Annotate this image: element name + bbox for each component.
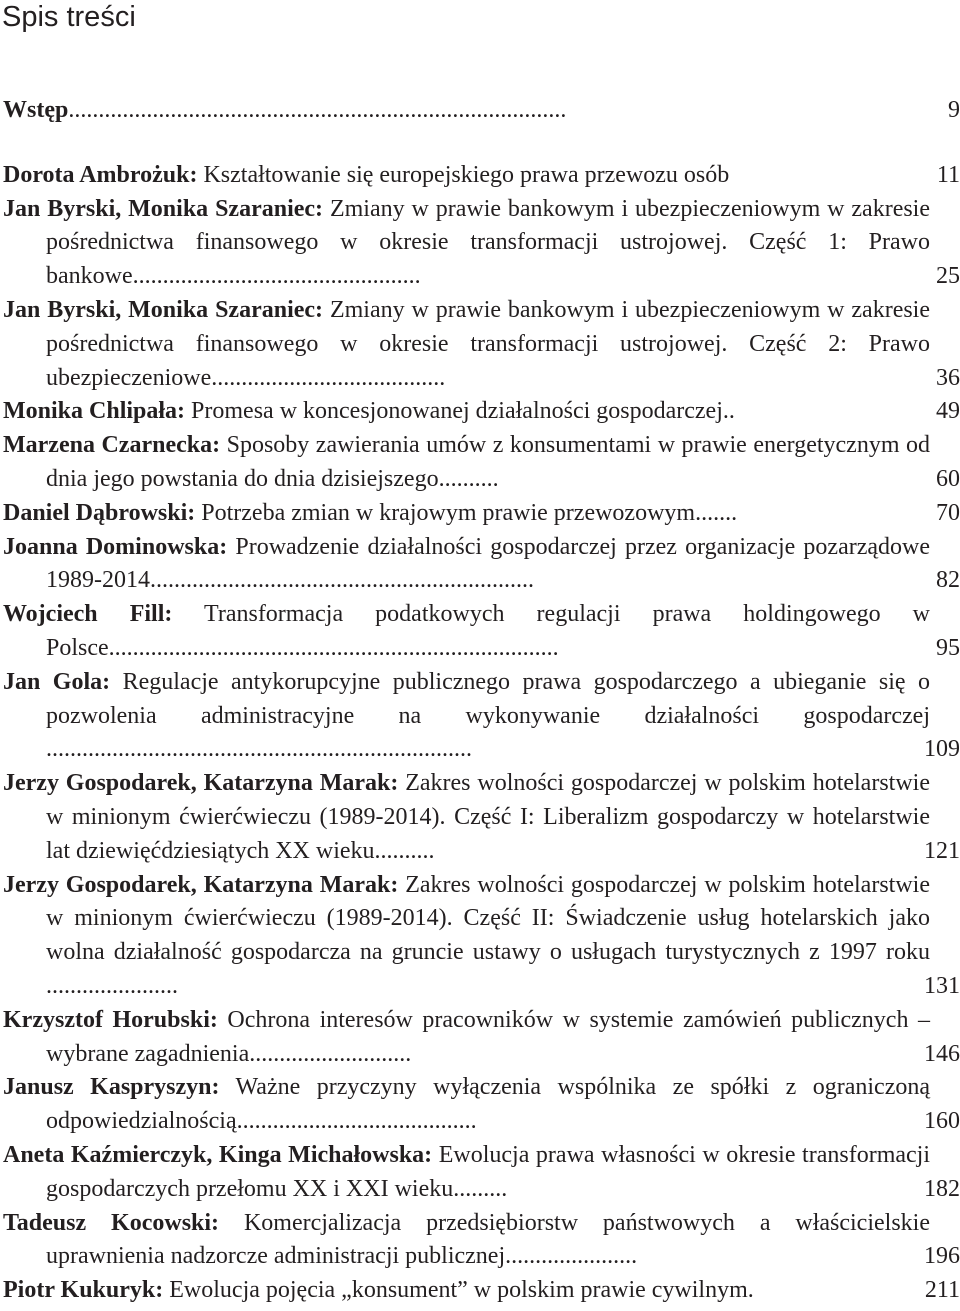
toc-entry-text — [3, 767, 930, 868]
toc-entry[interactable] — [3, 429, 960, 497]
page-title: Spis treści — [2, 1, 136, 33]
page-number: 9 — [948, 97, 960, 123]
entry-author: Tadeusz Kocowski: — [3, 1209, 220, 1236]
dot-leader: ........................... — [249, 1040, 412, 1067]
toc-entry[interactable] — [3, 767, 960, 868]
toc-entry[interactable] — [3, 159, 960, 193]
dot-leader: ...................... — [46, 972, 178, 999]
toc-entry[interactable] — [3, 193, 960, 294]
page-number: 109 — [924, 736, 960, 763]
dot-leader: ....................................... — [211, 364, 446, 391]
toc-entry-text — [3, 1207, 930, 1275]
dot-leader: ......... — [453, 1175, 508, 1202]
toc-entry-text — [3, 869, 930, 1004]
entry-title: Ochrona interesów pracowników w systemie zamówień publicznych – wybrane zagadnienia — [46, 1006, 930, 1067]
toc-entry[interactable] — [3, 1207, 960, 1275]
entry-title: Ważne przyczyny wyłączenia wspólnika ze spółki z ograniczoną odpowiedzialnością — [46, 1074, 931, 1135]
toc-entry-text — [3, 497, 930, 531]
entry-author: Piotr Kukuryk: — [3, 1277, 164, 1304]
page-number: 25 — [936, 263, 960, 290]
table-of-contents — [3, 94, 960, 1308]
toc-entry-title-bold: Wstęp — [3, 97, 69, 123]
toc-entry-text — [3, 429, 930, 497]
toc-entry[interactable] — [3, 869, 960, 1004]
toc-entry-text — [3, 1071, 930, 1139]
dot-leader: ....... — [695, 499, 738, 526]
entry-title: Zmiany w prawie bankowym i ubezpieczeniowym w zakresie pośrednictwa finansowego w okresie transformacji ustrojowej. Część 2: Prawo ubezpieczeniowe — [46, 296, 931, 391]
dot-leader: ................................................................ — [150, 567, 534, 594]
toc-entry-text — [3, 1004, 930, 1072]
dot-leader: ........................................ — [236, 1108, 477, 1135]
dot-leader: ........................................................................... — [108, 634, 559, 661]
toc-entry-text — [3, 598, 930, 666]
toc-entry-text — [3, 1274, 930, 1308]
page-number: 211 — [924, 1277, 960, 1304]
toc-entry-text — [3, 159, 930, 193]
entry-author: Jerzy Gospodarek, Katarzyna Marak: — [3, 871, 399, 898]
dot-leader: ....................................................................... — [46, 736, 472, 763]
page-number: 11 — [936, 161, 960, 188]
entry-author: Janusz Kaspryszyn: — [3, 1074, 220, 1101]
entry-title: Transformacja podatkowych regulacji prawa holdingowego w Polsce — [46, 601, 931, 661]
entry-title: Komercjalizacja przedsiębiorstw państwowych a właścicielskie uprawnienia nadzorcze administracji publicznej — [46, 1209, 930, 1270]
toc-entry-text — [3, 1139, 930, 1207]
toc-entry[interactable] — [3, 1274, 960, 1308]
entry-title: Ewolucja prawa własności w okresie transformacji gospodarczych przełomu XX i XXI wieku — [46, 1141, 931, 1202]
entry-title: Ewolucja pojęcia „konsument” w polskim prawie cywilnym. — [163, 1277, 754, 1304]
toc-entry[interactable] — [3, 294, 960, 395]
page-number: 160 — [924, 1108, 960, 1135]
dot-leader: ................................................ — [132, 263, 421, 290]
toc-entry-text — [3, 294, 930, 395]
toc-entry[interactable] — [3, 666, 960, 767]
toc-entry[interactable] — [3, 395, 960, 429]
dot-leader: .. — [722, 398, 735, 425]
entry-title: Zakres wolności gospodarczej w polskim hotelarstwie w minionym ćwierćwieczu (1989-2014). Część I: Liberalizm gospodarczy w hotelarstwie lat dziewięćdziesiątych XX wieku — [46, 770, 930, 864]
page-number: 131 — [924, 972, 960, 999]
entry-author: Jerzy Gospodarek, Katarzyna Marak: — [3, 770, 399, 797]
page-number: 182 — [924, 1175, 960, 1202]
entry-author: Wojciech Fill: — [3, 601, 173, 628]
entry-title: Kształtowanie się europejskiego prawa przewozu osób — [197, 161, 730, 188]
page-number: 60 — [936, 465, 960, 492]
entry-author: Marzena Czarnecka: — [3, 432, 221, 459]
toc-entry-text — [3, 94, 930, 128]
toc-entry-text — [3, 531, 930, 599]
page-number: 146 — [924, 1040, 960, 1067]
toc-entry[interactable] — [3, 598, 960, 666]
page-number: 82 — [936, 567, 960, 594]
entry-author: Jan Byrski, Monika Szaraniec: — [3, 296, 324, 323]
toc-entry[interactable] — [3, 1004, 960, 1072]
page-number: 49 — [936, 398, 960, 425]
toc-entry[interactable] — [3, 497, 960, 531]
entry-title: Potrzeba zmian w krajowym prawie przewozowym — [195, 499, 696, 526]
page-number: 196 — [924, 1243, 960, 1270]
entry-author: Monika Chlipała: — [3, 398, 186, 425]
entry-author: Daniel Dąbrowski: — [3, 499, 196, 526]
toc-entry[interactable] — [3, 1139, 960, 1207]
dot-leader: ...................... — [505, 1243, 638, 1270]
entry-title: Zmiany w prawie bankowym i ubezpieczeniowym w zakresie pośrednictwa finansowego w okresie transformacji ustrojowej. Część 1: Prawo bankowe — [46, 195, 931, 290]
entry-title: Prowadzenie działalności gospodarczej przez organizacje pozarządowe 1989-2014 — [46, 533, 930, 594]
page-number: 36 — [936, 364, 960, 391]
entry-author: Dorota Ambrożuk: — [3, 161, 198, 188]
entry-author: Joanna Dominowska: — [3, 533, 228, 560]
toc-entry-text — [3, 395, 930, 429]
page-number: 121 — [924, 837, 960, 864]
page-number: 70 — [936, 499, 960, 526]
entry-title: Promesa w koncesjonowanej działalności gospodarczej — [185, 398, 723, 425]
entry-author: Aneta Kaźmierczyk, Kinga Michałowska: — [3, 1141, 433, 1168]
entry-title: Sposoby zawierania umów z konsumentami w prawie energetycznym od dnia jego powstania do dnia dzisiejszego — [46, 432, 930, 492]
toc-entry[interactable] — [3, 531, 960, 599]
entry-author: Jan Gola: — [3, 668, 111, 695]
toc-entry-text — [3, 193, 930, 294]
toc-entry-text — [3, 666, 930, 767]
toc-entry[interactable] — [3, 1071, 960, 1139]
entry-author: Jan Byrski, Monika Szaraniec: — [3, 195, 324, 222]
dot-leader: .......... — [438, 465, 499, 492]
dot-leader: ................................................................................... — [68, 97, 567, 123]
entry-author: Krzysztof Horubski: — [3, 1006, 218, 1033]
dot-leader: .......... — [374, 837, 435, 864]
page-number: 95 — [936, 634, 960, 661]
entry-title: Zakres wolności gospodarczej w polskim hotelarstwie w minionym ćwierćwieczu (1989-2014). Część II: Świadczenie usług hotelarskich jako wolna działalność gospodarcza na gruncie ustawy o usługach turystycznych z 1997 roku — [46, 871, 930, 966]
entry-title: Regulacje antykorupcyjne publicznego prawa gospodarczego a ubieganie się o pozwolenia administracyjne na wykonywanie działalności gospodarczej — [46, 668, 930, 729]
toc-entry[interactable] — [3, 94, 960, 128]
